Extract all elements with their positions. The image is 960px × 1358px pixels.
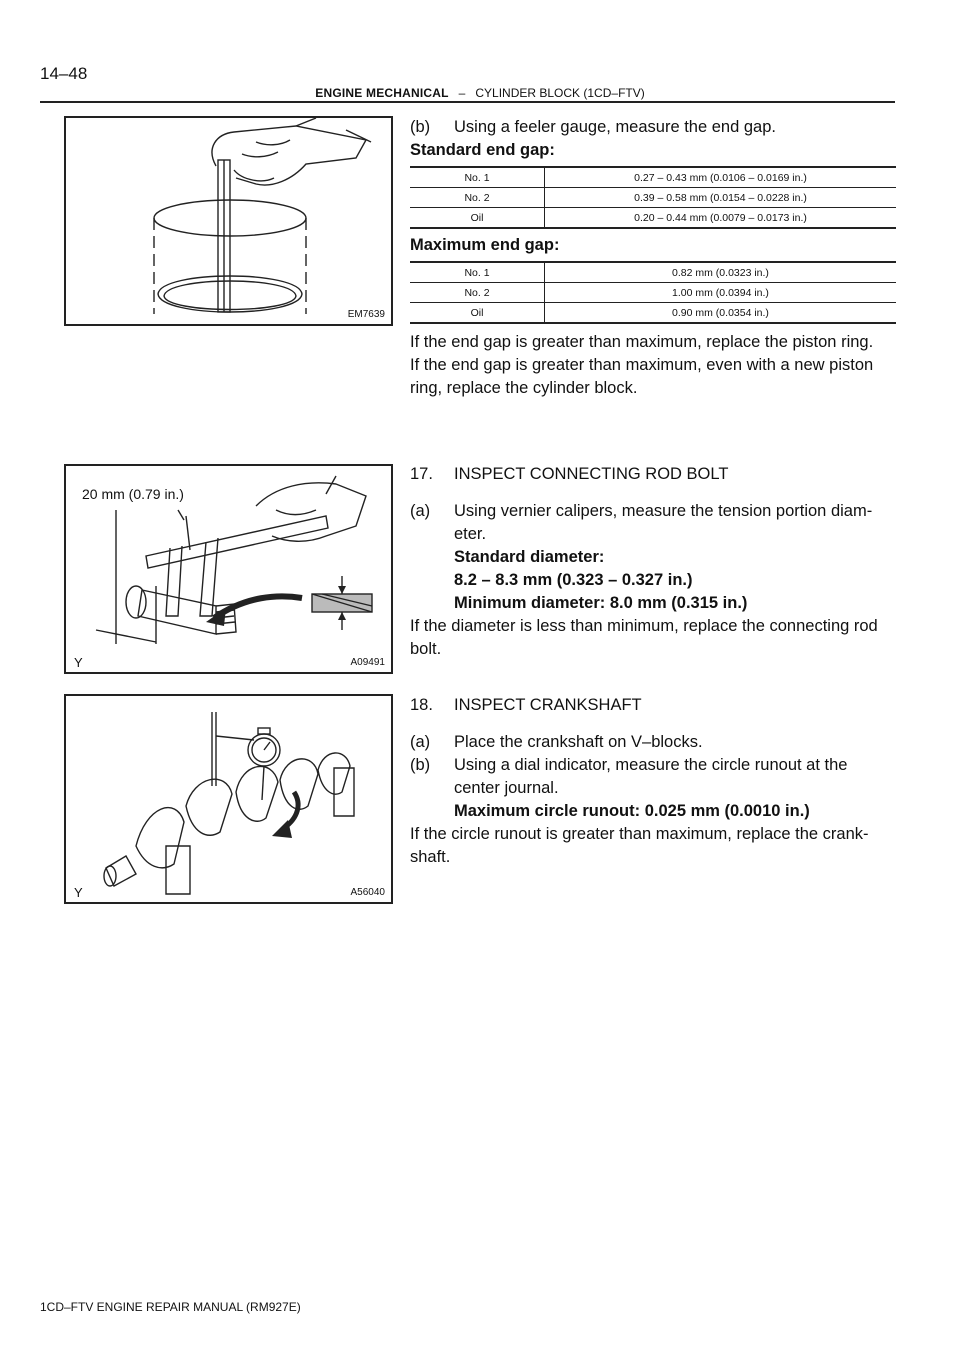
end-gap-note (410, 331, 896, 400)
note-line: shaft. (410, 848, 451, 866)
table-cell: 0.90 mm (0.0354 in.) (545, 303, 897, 324)
table-row (410, 208, 896, 229)
section-18-heading (410, 694, 896, 717)
note-line: bolt. (410, 640, 442, 658)
standard-end-gap-heading: Standard end gap: (410, 141, 555, 159)
table-cell: No. 1 (410, 167, 545, 188)
note-line: If the end gap is greater than maximum, replace the piston ring. (410, 333, 874, 351)
table-row (410, 167, 896, 188)
table-cell: Oil (410, 208, 545, 229)
section-17-heading (410, 463, 896, 486)
header-rule (40, 101, 895, 103)
figure-crankshaft (64, 694, 393, 904)
section-number: 17. (410, 465, 433, 483)
table-cell: Oil (410, 303, 545, 324)
section-17-note (410, 615, 896, 661)
section-18-step-b-detail (454, 777, 896, 823)
figure-feeler-gauge (64, 116, 393, 326)
section-title: INSPECT CONNECTING ROD BOLT (454, 465, 729, 483)
step-label: (a) (410, 733, 431, 751)
standard-diameter-heading: Standard diameter: (454, 548, 605, 566)
step-b-feeler-gauge (410, 116, 896, 139)
note-line: If the diameter is less than minimum, replace the connecting rod (410, 617, 878, 635)
table-row (410, 283, 896, 303)
figure-mark: Y (74, 885, 83, 900)
figure-id: EM7639 (347, 309, 385, 320)
section-title: INSPECT CRANKSHAFT (454, 696, 642, 714)
standard-end-gap-table (410, 166, 896, 229)
note-line: ring, replace the cylinder block. (410, 379, 638, 397)
minimum-diameter: Minimum diameter: 8.0 mm (0.315 in.) (454, 594, 748, 612)
step-text: Place the crankshaft on V–blocks. (454, 733, 703, 751)
note-line: If the circle runout is greater than maximum, replace the crank- (410, 825, 869, 843)
header-separator: – (458, 86, 466, 100)
table-cell: 1.00 mm (0.0394 in.) (545, 283, 897, 303)
step-text-cont: center journal. (454, 779, 559, 797)
step-text: Using vernier calipers, measure the tension portion diam- (454, 502, 873, 520)
dimension-label: 20 mm (0.79 in.) (82, 486, 184, 502)
section-18-step-a (410, 731, 896, 754)
header-subsection: CYLINDER BLOCK (1CD–FTV) (475, 86, 645, 100)
running-header (0, 86, 960, 100)
section-18-note (410, 823, 896, 869)
table-row (410, 188, 896, 208)
step-text: Using a dial indicator, measure the circle runout at the (454, 756, 848, 774)
figure-vernier-calipers (64, 464, 393, 674)
table-cell: No. 1 (410, 262, 545, 283)
maximum-circle-runout: Maximum circle runout: 0.025 mm (0.0010 in.) (454, 802, 810, 820)
table-cell: 0.82 mm (0.0323 in.) (545, 262, 897, 283)
page-number: 14–48 (40, 64, 88, 83)
step-label: (a) (410, 502, 431, 520)
maximum-end-gap-heading: Maximum end gap: (410, 236, 560, 254)
step-text-cont: eter. (454, 525, 487, 543)
table-cell: No. 2 (410, 188, 545, 208)
figure-mark: Y (74, 655, 83, 670)
maximum-end-gap-table (410, 261, 896, 324)
section-17-step-a (410, 500, 896, 523)
step-text: Using a feeler gauge, measure the end gap. (454, 118, 776, 136)
table-cell: 0.20 – 0.44 mm (0.0079 – 0.0173 in.) (545, 208, 897, 229)
feeler-gauge-illustration (66, 118, 391, 324)
step-label: (b) (410, 756, 431, 774)
table-cell: 0.27 – 0.43 mm (0.0106 – 0.0169 in.) (545, 167, 897, 188)
standard-diameter-value: 8.2 – 8.3 mm (0.323 – 0.327 in.) (454, 571, 693, 589)
table-row (410, 303, 896, 324)
section-number: 18. (410, 696, 433, 714)
section-18-step-b (410, 754, 896, 777)
table-cell: No. 2 (410, 283, 545, 303)
note-line: If the end gap is greater than maximum, even with a new piston (410, 356, 874, 374)
header-section: ENGINE MECHANICAL (315, 86, 449, 100)
footer: 1CD–FTV ENGINE REPAIR MANUAL (RM927E) (40, 1300, 301, 1314)
step-label: (b) (410, 118, 431, 136)
figure-id: A56040 (350, 887, 385, 898)
figure-id: A09491 (350, 657, 385, 668)
table-cell: 0.39 – 0.58 mm (0.0154 – 0.0228 in.) (545, 188, 897, 208)
table-row (410, 262, 896, 283)
section-17-step-a-detail (454, 523, 896, 615)
crankshaft-illustration (66, 696, 391, 902)
